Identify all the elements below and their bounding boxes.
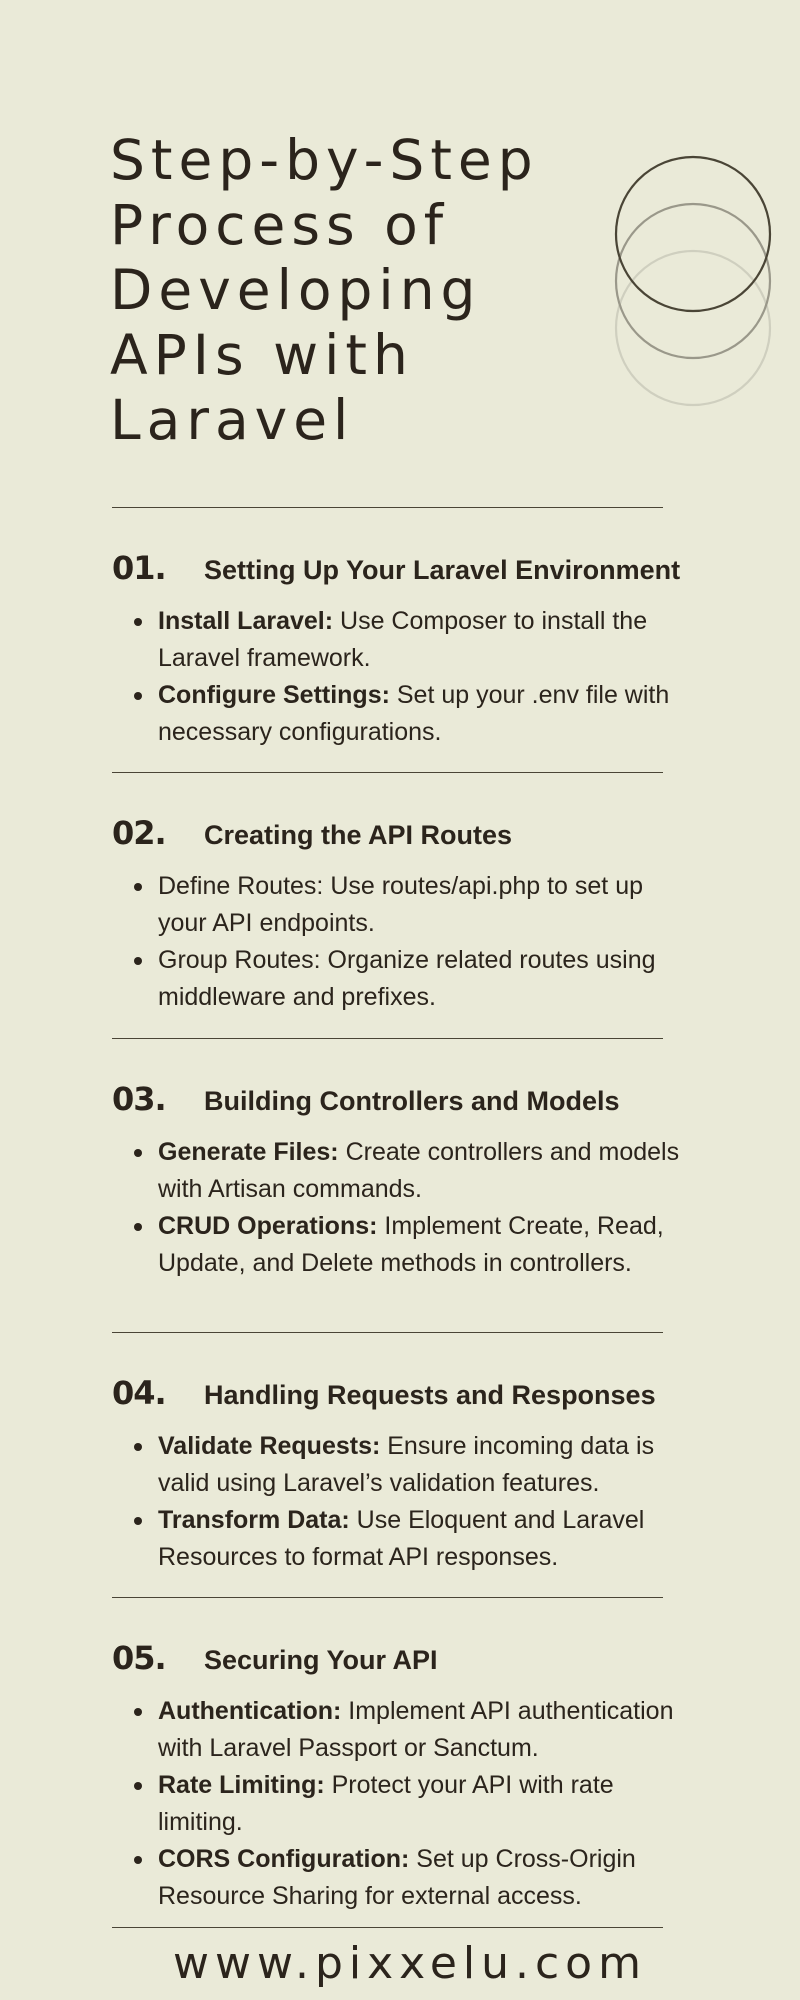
title-line: Developing	[110, 258, 482, 322]
step-title: Setting Up Your Laravel Environment	[204, 555, 681, 585]
bullet-icon	[134, 1223, 142, 1231]
title-line: Step-by-Step	[110, 128, 539, 192]
bullet-icon	[134, 1856, 142, 1864]
item-text: Set up Cross-Origin Resource Sharing for external access.	[158, 1845, 636, 1910]
step-number: 04.	[112, 1374, 166, 1412]
list-item	[112, 603, 698, 677]
item-text: Define Routes: Use routes/api.php to set up your API endpoints.	[158, 872, 644, 937]
step-title: Handling Requests and Responses	[204, 1380, 656, 1410]
bullet-icon	[134, 1517, 142, 1525]
step-number: 05.	[112, 1639, 166, 1677]
bullet-icon	[134, 1149, 142, 1157]
item-text: Use Composer to install the Laravel framework.	[158, 607, 648, 672]
item-label: Configure Settings:	[158, 681, 390, 709]
step-section-4	[112, 1376, 752, 1576]
item-text: Implement Create, Read, Update, and Delete methods in controllers.	[158, 1212, 664, 1277]
item-text: Create controllers and models with Artisan commands.	[158, 1138, 680, 1203]
list-item	[112, 1841, 698, 1915]
item-label: CRUD Operations:	[158, 1212, 378, 1240]
divider	[112, 507, 663, 508]
list-item	[112, 677, 698, 751]
step-heading	[112, 551, 752, 585]
bullet-icon	[134, 1782, 142, 1790]
item-text: Use Eloquent and Laravel Resources to format API responses.	[158, 1506, 645, 1571]
divider	[112, 1332, 663, 1333]
circle-front	[616, 157, 770, 311]
step-title: Creating the API Routes	[204, 820, 513, 850]
item-text: Set up your .env file with necessary configurations.	[158, 681, 670, 746]
bullet-icon	[134, 957, 142, 965]
item-label: Transform Data:	[158, 1506, 350, 1534]
item-label: Authentication:	[158, 1697, 342, 1725]
step-heading	[112, 1641, 752, 1675]
circle-bottom	[616, 251, 770, 405]
website-link[interactable]: www.pixxelu.com	[173, 1938, 647, 1989]
step-section-3	[112, 1082, 752, 1282]
item-label: CORS Configuration:	[158, 1845, 410, 1873]
divider	[112, 1927, 663, 1928]
list-item	[112, 1693, 698, 1767]
bullet-icon	[134, 618, 142, 626]
item-label: Validate Requests:	[158, 1432, 381, 1460]
divider	[112, 1597, 663, 1598]
page-title	[110, 128, 670, 453]
step-title: Building Controllers and Models	[204, 1086, 620, 1116]
title-line: Laravel	[110, 388, 355, 452]
item-label: Rate Limiting:	[158, 1771, 325, 1799]
step-list	[112, 1693, 752, 1915]
step-heading	[112, 816, 752, 850]
item-text: Ensure incoming data is valid using Laravel’s validation features.	[158, 1432, 655, 1497]
step-title: Securing Your API	[204, 1645, 438, 1675]
bullet-icon	[134, 1443, 142, 1451]
item-label: Generate Files:	[158, 1138, 339, 1166]
step-heading	[112, 1376, 752, 1410]
step-number: 02.	[112, 814, 166, 852]
bullet-icon	[134, 883, 142, 891]
list-item	[112, 868, 698, 942]
bullet-icon	[134, 1708, 142, 1716]
step-list	[112, 868, 752, 1016]
step-heading	[112, 1082, 752, 1116]
list-item	[112, 1502, 698, 1576]
item-text: Implement API authentication with Laravel Passport or Sanctum.	[158, 1697, 674, 1762]
item-text: Protect your API with rate limiting.	[158, 1771, 614, 1836]
divider	[112, 772, 663, 773]
step-list	[112, 1428, 752, 1576]
step-section-2	[112, 816, 752, 1016]
list-item	[112, 942, 698, 1016]
step-number: 03.	[112, 1080, 166, 1118]
list-item	[112, 1134, 698, 1208]
step-list	[112, 603, 752, 751]
step-list	[112, 1134, 752, 1282]
step-section-5	[112, 1641, 752, 1915]
list-item	[112, 1767, 698, 1841]
list-item	[112, 1428, 698, 1502]
divider	[112, 1038, 663, 1039]
bullet-icon	[134, 692, 142, 700]
item-label: Install Laravel:	[158, 607, 334, 635]
step-section-1	[112, 551, 752, 751]
title-line: APIs with	[110, 323, 414, 387]
title-line: Process of	[110, 193, 450, 257]
circle-middle	[616, 204, 770, 358]
step-number: 01.	[112, 549, 166, 587]
item-text: Group Routes: Organize related routes using middleware and prefixes.	[158, 946, 656, 1011]
decorative-circles-icon	[612, 153, 774, 411]
list-item	[112, 1208, 698, 1282]
